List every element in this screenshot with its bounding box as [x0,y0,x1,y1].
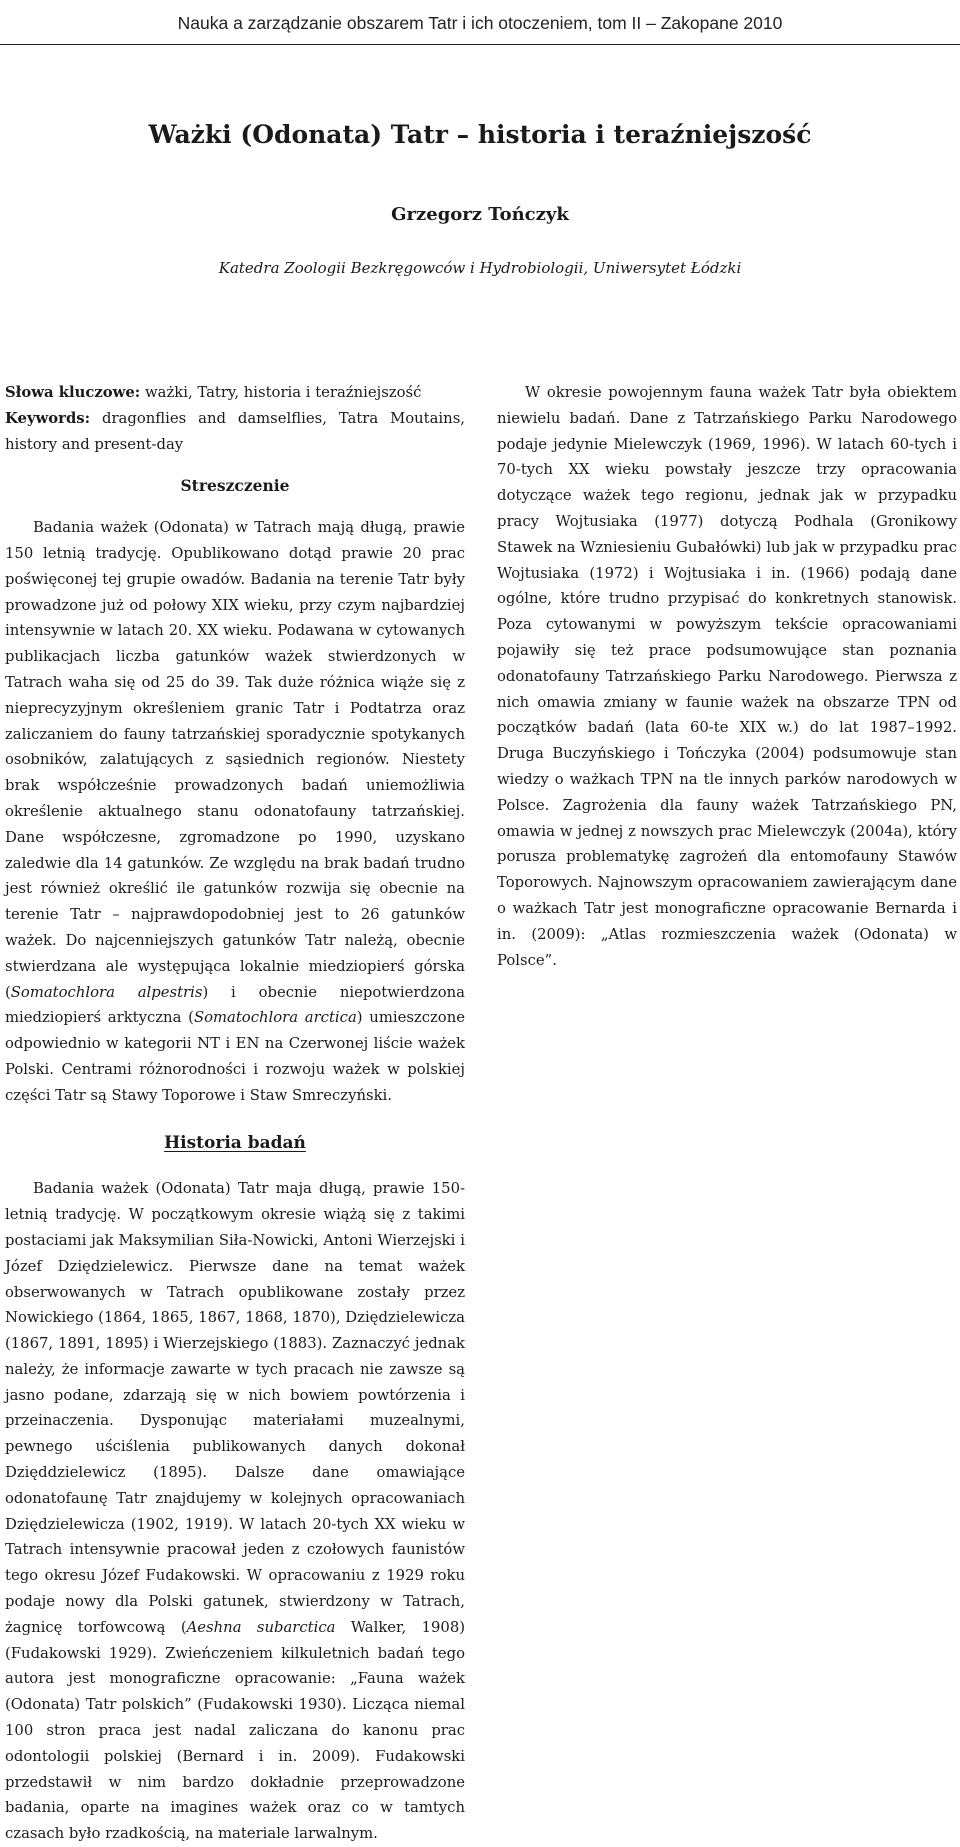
article-title: Ważki (Odonata) Tatr – historia i teraźniejszość [148,120,812,149]
history-paragraph-2: W okresie powojennym fauna ważek Tatr była obiektem niewielu badań. Dane z Tatrzańskiego Parku Narodowego podaje jedynie Mielewczyk (1969, 1996). W latach 60-tych i 70-tych XX wieku powstały jeszcze trzy opracowania dotyczące ważek tego regionu, jednak jak w przypadku pracy Wojtusiaka (1977) dotyczą Podhala (Gronikowy Stawek na Wzniesieniu Gubałówki) lub jak w przypadku prac Wojtusiaka (1972) i Wojtusiaka i in. (1966) podają dane ogólne, które trudno przypisać do konkretnych stanowisk. Poza cytowanymi w powyższym tekście opracowaniami pojawiły się też prace podsumowujące stan poznania odonatofauny Tatrzańskiego Parku Narodowego. Pierwsza z nich omawia zmiany w faunie ważek na obszarze TPN od początków badań (lata 60-te XIX w.) do lat 1987–1992. Druga Buczyńskiego i Tończyka (2004) podsumowuje stan wiedzy o ważkach TPN na tle innych parków narodowych w Polsce. Zagrożenia dla fauny ważek Tatrzańskiego PN, omawia w jednej z nowszych prac Mielewczyk (2004a), który porusza problematykę zagrożeń dla entomofauny Stawów Toporowych. Najnowszym opracowaniem zawierającym dane o ważkach Tatr jest monograficzne opracowanie Bernarda i in. (2009): „Atlas rozmieszczenia ważek (Odonata) w Polsce”. [497,384,957,969]
history-heading [5,1131,465,1157]
history-p1-text: Badania ważek (Odonata) Tatr maja długą, prawie 150-letnią tradycję. W początkowym okresie wiążą się z takimi postaciami jak Maksymilian Siła-Nowicki, Antoni Wierzejski i Józef Dziędzielewicz. Pierwsze dane na temat ważek obserwowanych w Tatrach opublikowane zostały przez Nowickiego (1864, 1865, 1867, 1868, 1870), Dziędzielewicza (1867, 1891, 1895) i Wierzejskiego (1883). Zaznaczyć jednak należy, że informacje zawarte w tych pracach nie zawsze są jasno podane, zdarzają się w nich bowiem powtórzenia i przeinaczenia. Dysponując materiałami muzealnymi, pewnego uściślenia publikowanych danych dokonał Dzięddzielewicz (1895). Dalsze dane omawiające odonatofaunę Tatr znajdujemy w kolejnych opracowaniach Dziędzielewicza (1902, 1919). W latach 20-tych XX wieku w Tatrach intensywnie pracował jeden z czołowych faunistów tego okresu Józef Fudakowski. W opracowaniu z 1929 roku podaje nowy dla Polski gatunek, stwierdzony w Tatrach, żagnicę torfowcową ( [5,1180,465,1636]
article-author: Grzegorz Tończyk [391,204,569,225]
abstract-species-1: Somatochlora alpestris [10,983,203,1001]
left-column [5,380,466,1843]
keywords-pl [5,380,465,406]
history-p1-text-b: Walker, 1908) (Fudakowski 1929). Zwieńczeniem kilkuletnich badań tego autora jest monograficzne opracowanie: „Fauna ważek (Odonata) Tatr polskich” (Fudakowski 1930). Licząca niemal 100 stron praca jest nadal zaliczana do kanonu prac odontologii polskiej (Bernard i in. 2009). Fudakowski przedstawił w nim bardzo dokładnie przeprowadzone badania, oparte na imagines ważek oraz co w tamtych czasach było rzadkością, na materiale larwalnym. [5,1618,466,1843]
keywords-pl-text: ważki, Tatry, historia i teraźniejszość [144,384,422,401]
history-heading-text: Historia badań [164,1132,306,1153]
abstract-text [5,515,465,1108]
abstract-text-part3: ) umieszczone odpowiednio w kategorii NT i EN na Czerwonej liście ważek Polski. Centrami różnorodności i rozwoju ważek w polskiej części Tatr są Stawy Toporowe i Staw Smreczyński. [5,1009,466,1104]
abstract-text-part1: Badania ważek (Odonata) w Tatrach mają długą, prawie 150 letnią tradycję. Opublikowano dotąd prawie 20 prac poświęconej tej grupie owadów. Badania na terenie Tatr były prowadzone już od połowy XIX wieku, przy czym najbardziej intensywnie w latach 20. XX wieku. Podawana w cytowanych publikacjach liczba gatunków ważek stwierdzonych w Tatrach waha się od 25 do 39. Tak duże różnica wiąże się z nieprecyzyjnym określeniem granic Tatr i Podtatrza oraz zaliczaniem do fauny tatrzańskiej sporadycznie spotykanych osobników, zalatujących z sąsiednich regionów. Niestety brak współcześnie prowadzonych badań uniemożliwia określenie aktualnego stanu odonatofauny tatrzańskiej. Dane współczesne, zgromadzone po 1990, uzyskano zaledwie dla 14 gatunków. Ze względu na brak badań trudno jest również określić ile gatunków rozwija się obecnie na terenie Tatr – najprawdopodobniej jest to 26 gatunków ważek. Do najcenniejszych gatunków Tatr należą, obecnie stwierdzana ale występująca lokalnie miedziopierś górska ( [5,519,465,1001]
keywords-pl-label: Słowa kluczowe: [5,384,141,401]
history-p1-species: Aeshna subarctica [186,1618,336,1636]
keywords-en-text: dragonflies and damselflies, Tatra Moutains, history and present-day [5,409,465,453]
right-column [497,380,957,1470]
history-paragraph-1a [5,1176,465,1847]
running-header: Nauka a zarządzanie obszarem Tatr i ich otoczeniem, tom II – Zakopane 2010 [177,13,783,33]
header-rule [0,44,960,45]
abstract-text-part2: ) i obecnie niepotwierdzona miedziopierś arktyczna ( [5,983,466,1027]
abstract-species-2: Somatochlora arctica [193,1009,357,1027]
author-affiliation: Katedra Zoologii Bezkręgowców i Hydrobiologii, Uniwersytet Łódzki [218,259,742,277]
abstract-heading: Streszczenie [180,476,290,496]
keywords-en-label: Keywords: [5,409,91,427]
keywords-en [5,406,465,458]
